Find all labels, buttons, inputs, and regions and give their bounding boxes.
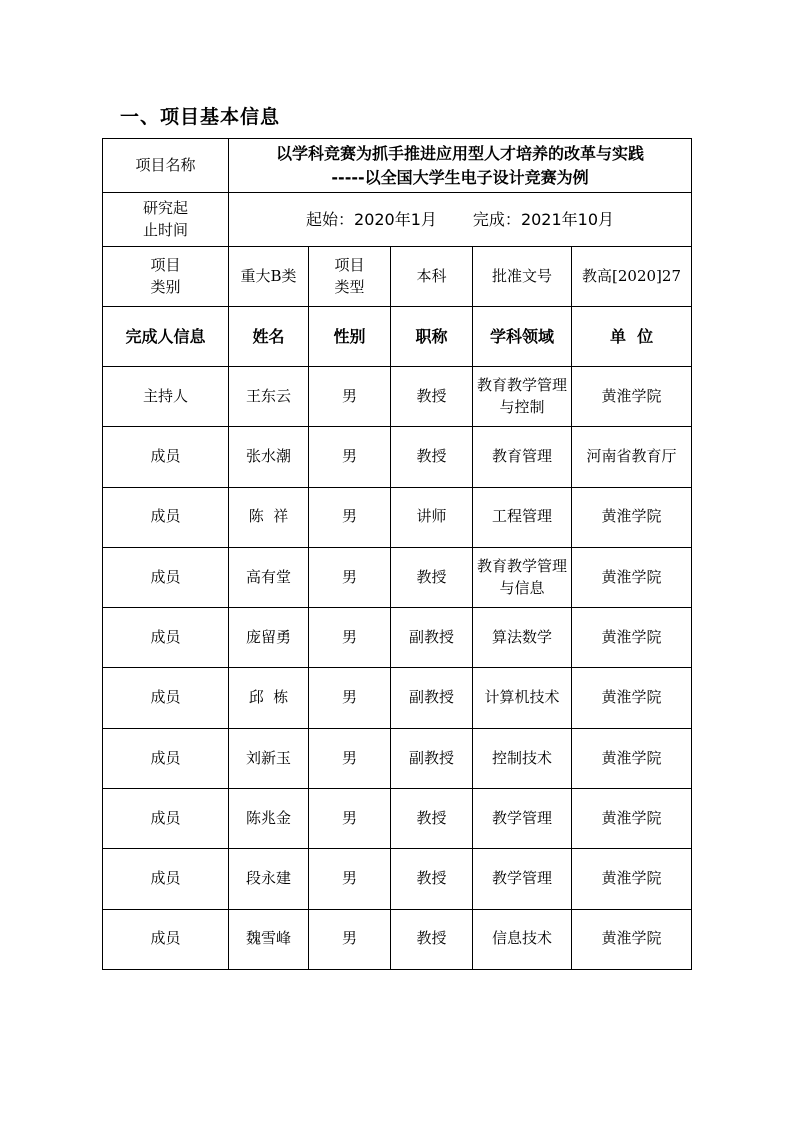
time-label-line1: 研究起 xyxy=(142,198,188,217)
project-time-value xyxy=(229,193,692,247)
member-row xyxy=(103,849,692,909)
member-row xyxy=(103,367,692,427)
member-field-line1: 教育管理 xyxy=(491,447,552,466)
member-name: 高有堂 xyxy=(229,547,309,607)
member-field xyxy=(473,909,572,969)
end-value: 2021年10月 xyxy=(520,209,615,229)
member-name: 张水潮 xyxy=(229,427,309,487)
member-gender: 男 xyxy=(309,728,391,788)
member-title: 副教授 xyxy=(391,668,473,728)
member-name: 王东云 xyxy=(229,367,309,427)
member-field-line1: 计算机技术 xyxy=(484,688,560,707)
project-name-label: 项目名称 xyxy=(103,139,229,193)
member-role: 主持人 xyxy=(103,367,229,427)
member-field xyxy=(473,427,572,487)
header-unit: 单 位 xyxy=(572,307,692,367)
header-field: 学科领域 xyxy=(473,307,572,367)
project-info-table xyxy=(102,138,692,970)
member-field-line1: 教学管理 xyxy=(491,869,552,888)
header-title: 职称 xyxy=(391,307,473,367)
member-title: 教授 xyxy=(391,789,473,849)
member-field xyxy=(473,668,572,728)
member-gender: 男 xyxy=(309,608,391,668)
member-gender: 男 xyxy=(309,849,391,909)
type-label-line2: 类型 xyxy=(334,277,365,296)
type-label xyxy=(309,247,391,307)
project-time-row xyxy=(103,193,692,247)
member-row xyxy=(103,547,692,607)
member-header-row xyxy=(103,307,692,367)
project-name-line2: -----以全国大学生电子设计竞赛为例 xyxy=(331,167,589,187)
section-title: 一、项目基本信息 xyxy=(120,106,281,128)
member-role: 成员 xyxy=(103,728,229,788)
member-unit: 黄淮学院 xyxy=(572,849,692,909)
project-time-label xyxy=(103,193,229,247)
member-unit: 黄淮学院 xyxy=(572,487,692,547)
project-name-value xyxy=(229,139,692,193)
member-field-line2: 与信息 xyxy=(499,578,545,597)
member-gender: 男 xyxy=(309,427,391,487)
member-field-line2: 与控制 xyxy=(499,397,545,416)
member-name: 陈 祥 xyxy=(229,487,309,547)
category-label xyxy=(103,247,229,307)
member-unit: 黄淮学院 xyxy=(572,728,692,788)
header-member-info: 完成人信息 xyxy=(103,307,229,367)
header-gender: 性别 xyxy=(309,307,391,367)
member-field xyxy=(473,547,572,607)
member-unit: 黄淮学院 xyxy=(572,608,692,668)
member-title: 副教授 xyxy=(391,728,473,788)
member-role: 成员 xyxy=(103,789,229,849)
project-name-line1: 以学科竞赛为抓手推进应用型人才培养的改革与实践 xyxy=(276,144,645,164)
project-category-row xyxy=(103,247,692,307)
category-label-line1: 项目 xyxy=(150,255,181,274)
member-row xyxy=(103,487,692,547)
member-field-line1: 信息技术 xyxy=(491,929,552,948)
member-role: 成员 xyxy=(103,487,229,547)
type-label-line1: 项目 xyxy=(334,255,365,274)
member-title: 教授 xyxy=(391,849,473,909)
member-name: 陈兆金 xyxy=(229,789,309,849)
member-unit: 黄淮学院 xyxy=(572,789,692,849)
member-gender: 男 xyxy=(309,668,391,728)
member-unit: 黄淮学院 xyxy=(572,668,692,728)
member-row xyxy=(103,608,692,668)
member-row xyxy=(103,909,692,969)
member-unit: 黄淮学院 xyxy=(572,909,692,969)
member-row xyxy=(103,427,692,487)
category-label-line2: 类别 xyxy=(150,277,181,296)
approval-label: 批准文号 xyxy=(473,247,572,307)
member-role: 成员 xyxy=(103,547,229,607)
member-title: 讲师 xyxy=(391,487,473,547)
member-unit: 河南省教育厅 xyxy=(572,427,692,487)
member-role: 成员 xyxy=(103,668,229,728)
time-label-line2: 止时间 xyxy=(142,220,188,239)
member-title: 教授 xyxy=(391,547,473,607)
approval-value: 教高[2020]27 xyxy=(572,247,692,307)
member-field xyxy=(473,789,572,849)
end-label: 完成： xyxy=(472,209,521,229)
member-field xyxy=(473,608,572,668)
member-title: 教授 xyxy=(391,427,473,487)
member-title: 副教授 xyxy=(391,608,473,668)
start-value: 2020年1月 xyxy=(354,209,437,229)
member-field-line1: 教学管理 xyxy=(491,808,552,827)
member-field-line1: 工程管理 xyxy=(491,507,552,526)
member-name: 刘新玉 xyxy=(229,728,309,788)
category-value: 重大B类 xyxy=(229,247,309,307)
member-name: 邱 栋 xyxy=(229,668,309,728)
header-name: 姓名 xyxy=(229,307,309,367)
member-name: 魏雪峰 xyxy=(229,909,309,969)
member-row xyxy=(103,668,692,728)
member-field xyxy=(473,849,572,909)
member-title: 教授 xyxy=(391,909,473,969)
member-field xyxy=(473,367,572,427)
member-name: 庞留勇 xyxy=(229,608,309,668)
member-field-line1: 教育教学管理 xyxy=(476,375,567,394)
member-role: 成员 xyxy=(103,909,229,969)
member-gender: 男 xyxy=(309,487,391,547)
member-name: 段永建 xyxy=(229,849,309,909)
type-value: 本科 xyxy=(391,247,473,307)
member-gender: 男 xyxy=(309,789,391,849)
member-field-line1: 算法数学 xyxy=(491,627,552,646)
member-row xyxy=(103,789,692,849)
member-role: 成员 xyxy=(103,608,229,668)
member-gender: 男 xyxy=(309,367,391,427)
member-row xyxy=(103,728,692,788)
project-name-row xyxy=(103,139,692,193)
start-label: 起始： xyxy=(306,209,355,229)
member-gender: 男 xyxy=(309,547,391,607)
member-gender: 男 xyxy=(309,909,391,969)
member-field-line1: 教育教学管理 xyxy=(476,556,567,575)
member-title: 教授 xyxy=(391,367,473,427)
member-role: 成员 xyxy=(103,849,229,909)
member-unit: 黄淮学院 xyxy=(572,547,692,607)
member-field xyxy=(473,487,572,547)
member-unit: 黄淮学院 xyxy=(572,367,692,427)
member-field xyxy=(473,728,572,788)
member-field-line1: 控制技术 xyxy=(491,748,552,767)
member-role: 成员 xyxy=(103,427,229,487)
